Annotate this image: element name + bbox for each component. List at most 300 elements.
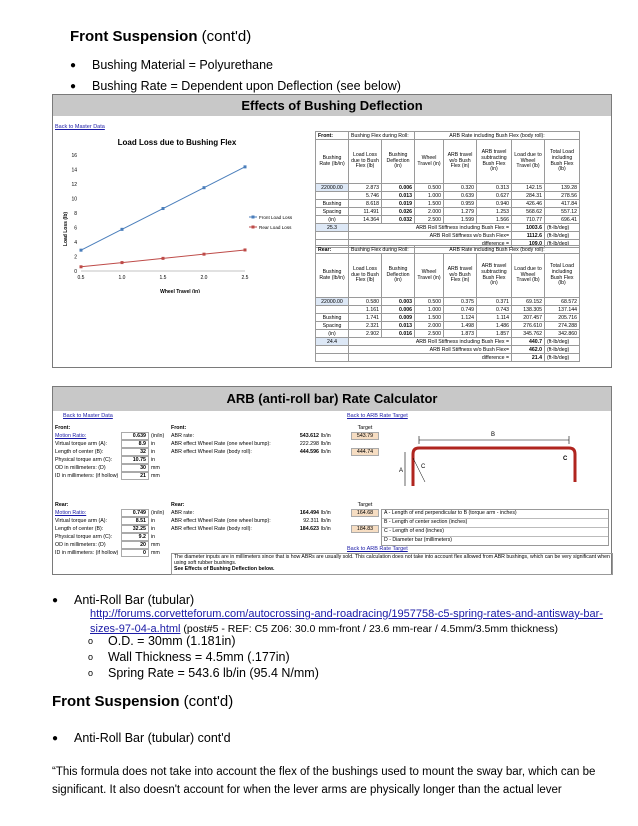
- input-label: Length of center (B):: [55, 449, 104, 455]
- cell: 1.253: [477, 208, 512, 216]
- y-tick-label: 6: [74, 225, 77, 232]
- front-label: Front:: [316, 132, 349, 140]
- motion-ratio-link[interactable]: Motion Ratio:: [55, 510, 87, 516]
- target-row: [351, 517, 379, 525]
- bullet-dot-icon: ●: [70, 80, 77, 92]
- cell: 0.003: [382, 298, 415, 306]
- cell: 284.31: [512, 192, 545, 200]
- forum-url[interactable]: http://forums.corvetteforum.com/autocrossing-and-roadracing/1957758-c5-spring-rates-and-antisway-bar-: [90, 608, 603, 620]
- target-row: [351, 448, 379, 456]
- cell: 417.84: [545, 200, 580, 208]
- side-label: Bushing: [316, 200, 349, 208]
- col-header: Bushing Rate (lb/in): [316, 254, 349, 298]
- result-row: [171, 517, 346, 525]
- sub-item: [88, 634, 235, 648]
- sum-label: ARB Roll Stiffness including Bush Flex =: [349, 338, 512, 346]
- cell: 278.56: [545, 192, 580, 200]
- sum-unit: (ft-lb/deg): [545, 338, 580, 346]
- input-value[interactable]: 21: [121, 472, 149, 480]
- sum-value: 21.4: [512, 354, 545, 362]
- front-spacing[interactable]: 25.3: [316, 224, 349, 232]
- target-label: Target: [357, 425, 373, 431]
- input-value[interactable]: 9.2: [121, 533, 149, 541]
- target-row: [351, 432, 379, 440]
- input-row: [55, 456, 165, 464]
- col-header: ARB travel subtracting Bush Flex (in): [477, 140, 512, 184]
- cell: 1.486: [477, 322, 512, 330]
- front-flex-header: Bushing Flex during Roll:: [349, 132, 415, 140]
- cell: 1.857: [477, 330, 512, 338]
- cell: 68.572: [545, 298, 580, 306]
- sum-unit: (ft-lb/deg): [545, 224, 580, 232]
- cell: 557.12: [545, 208, 580, 216]
- chart-title: Load Loss due to Bushing Flex: [117, 138, 237, 147]
- bullet-item: [52, 593, 194, 607]
- col-header: Load Loss due to Bush Flex (lb): [349, 140, 382, 184]
- legend-label: Rear Load Loss: [259, 225, 292, 230]
- input-label: Virtual torque arm (A):: [55, 518, 108, 524]
- cell: 0.006: [382, 306, 415, 314]
- result-label: ABR rate:: [171, 510, 194, 516]
- input-label: ID in millimeters: (if hollow): [55, 550, 119, 556]
- section-heading-rest: (cont'd): [179, 693, 234, 710]
- bullet-item: [70, 58, 273, 72]
- target-row: [351, 509, 379, 517]
- cell: 142.15: [512, 184, 545, 192]
- result-row: [171, 440, 346, 448]
- cell: 2.000: [415, 208, 444, 216]
- section-heading: [70, 28, 251, 45]
- result-unit: lb/in: [321, 441, 331, 447]
- input-unit: in: [151, 449, 156, 455]
- col-header: Total Load including Bush Flex (lb): [545, 254, 580, 298]
- input-label: Physical torque arm (C):: [55, 534, 113, 540]
- col-header: Bushing Deflection (in): [382, 254, 415, 298]
- side-label: [316, 306, 349, 314]
- result-label: ABR effect Wheel Rate (body roll):: [171, 449, 252, 455]
- anti-roll-bar-shape: [413, 448, 575, 486]
- result-label: ABR effect Wheel Rate (one wheel bump):: [171, 441, 271, 447]
- col-header: ARB travel w/o Bush Flex (in): [444, 140, 477, 184]
- cell: 342.860: [545, 330, 580, 338]
- data-point: [121, 228, 124, 231]
- cell: 1.000: [415, 192, 444, 200]
- cell: 0.009: [382, 314, 415, 322]
- input-value[interactable]: 20: [121, 541, 149, 549]
- data-point: [80, 249, 83, 252]
- cell: 139.28: [545, 184, 580, 192]
- result-label: ABR effect Wheel Rate (body roll):: [171, 526, 252, 532]
- cell: 2.000: [415, 322, 444, 330]
- sum-label: ARB Roll Stiffness w/o Bush Flex=: [349, 232, 512, 240]
- cell: 0.016: [382, 330, 415, 338]
- data-point: [244, 248, 247, 251]
- cell: 2.321: [349, 322, 382, 330]
- section-heading: [52, 693, 233, 710]
- input-value[interactable]: 32.25: [121, 525, 149, 533]
- cell: 1.873: [444, 330, 477, 338]
- label-c: C: [421, 464, 426, 470]
- input-label: OD in millimeters: (D): [55, 542, 106, 548]
- input-value[interactable]: 8.51: [121, 517, 149, 525]
- chart-ylabel: Load Loss (lb): [63, 211, 69, 247]
- y-tick-label: 10: [71, 196, 77, 203]
- back-to-master-link[interactable]: Back to Master Data: [63, 413, 113, 419]
- cell: 1.500: [415, 200, 444, 208]
- side-label: Bushing: [316, 314, 349, 322]
- cell: 138.305: [512, 306, 545, 314]
- col-header: Load due to Wheel Travel (lb): [512, 254, 545, 298]
- bullet-text: Bushing Rate = Dependent upon Deflection (see below): [92, 79, 401, 93]
- dimension-legend: [381, 509, 609, 546]
- bullet-text: Bushing Material = Polyurethane: [92, 58, 274, 72]
- legend-marker: [252, 226, 255, 229]
- front-targets: [351, 424, 379, 456]
- cell: 0.627: [477, 192, 512, 200]
- input-value[interactable]: 32: [121, 448, 149, 456]
- side-label: Spacing: [316, 208, 349, 216]
- y-tick-label: 8: [74, 211, 77, 217]
- x-tick-label: 1.0: [118, 275, 126, 281]
- circle-bullet-icon: o: [88, 668, 94, 678]
- cell: 0.500: [415, 298, 444, 306]
- col-header: ARB travel w/o Bush Flex (in): [444, 254, 477, 298]
- input-row: [55, 448, 165, 456]
- result-unit: lb/in: [321, 433, 331, 439]
- target-row: [351, 525, 379, 533]
- result-value: 543.612: [299, 433, 319, 439]
- bullet-item: [52, 731, 231, 745]
- input-unit: (in/in): [151, 510, 165, 516]
- cell: 0.749: [444, 306, 477, 314]
- input-value[interactable]: 30: [121, 464, 149, 472]
- back-to-arb-target-link[interactable]: Back to ARB Rate Target: [347, 413, 408, 419]
- sum-value: 109.0: [512, 240, 545, 248]
- data-point: [121, 261, 124, 264]
- y-tick-label: 2: [74, 254, 77, 261]
- input-label: ID in millimeters: (if hollow): [55, 473, 119, 479]
- front-arb-header: ARB Rate including Bush Flex (body roll):: [415, 132, 580, 140]
- target-value: 164.68: [351, 509, 379, 517]
- front-results: [171, 424, 346, 456]
- cell: 0.580: [349, 298, 382, 306]
- cell: 1.161: [349, 306, 382, 314]
- circle-bullet-icon: o: [88, 652, 94, 662]
- rear-spacing[interactable]: 24.4: [316, 338, 349, 346]
- sum-value: 440.7: [512, 338, 545, 346]
- data-point: [80, 265, 83, 268]
- input-row: [55, 464, 165, 472]
- front-results-label: Front:: [171, 425, 187, 431]
- cell: 2.500: [415, 330, 444, 338]
- cell: 0.940: [477, 200, 512, 208]
- post-reference: (post#5 - REF: C5 Z06: 30.0 mm-front / 23.6 mm-rear / 4.5mm/3.5mm thickness): [180, 623, 559, 635]
- cell: 0.959: [444, 200, 477, 208]
- input-value[interactable]: 8.9: [121, 440, 149, 448]
- rear-flex-header: Bushing Flex during Roll:: [349, 246, 415, 254]
- quote-paragraph: “This formula does not take into account the flex of the bushings used to mount the sway bar, which can be significant. It also doesn't account for when the lever arms are physically longer than the actual lever: [52, 766, 596, 796]
- rear-results-label: Rear:: [171, 502, 185, 508]
- result-unit: lb/in: [321, 518, 331, 524]
- forum-url-cont[interactable]: sizes-97-04-a.html: [90, 623, 181, 635]
- cell: 69.152: [512, 298, 545, 306]
- target-value: 444.74: [351, 448, 379, 456]
- input-unit: (in/in): [151, 433, 165, 439]
- rear-inputs-label: Rear:: [55, 502, 69, 508]
- cell: 0.026: [382, 208, 415, 216]
- sub-item-text: Spring Rate = 543.6 lb/in (95.4 N/mm): [108, 666, 319, 680]
- calculator-title: ARB (anti-roll bar) Rate Calculator: [53, 387, 611, 411]
- cell: 0.006: [382, 184, 415, 192]
- cell: 0.639: [444, 192, 477, 200]
- input-unit: mm: [151, 542, 160, 548]
- result-value: 92.311: [303, 518, 319, 524]
- input-unit: mm: [151, 550, 160, 556]
- sum-label: ARB Roll Stiffness including Bush Flex =: [349, 224, 512, 232]
- legend-line: C - Length of end (inches): [382, 528, 608, 537]
- cell: 274.288: [545, 322, 580, 330]
- cell: 8.618: [349, 200, 382, 208]
- col-header: Bushing Deflection (in): [382, 140, 415, 184]
- sum-unit: (ft-lb/deg): [545, 232, 580, 240]
- data-point: [203, 253, 206, 256]
- rear-targets: [351, 501, 379, 533]
- result-row: [171, 509, 346, 517]
- input-unit: in: [151, 526, 156, 532]
- side-label: (in): [316, 330, 349, 338]
- section-heading-bold: Front Suspension: [70, 28, 198, 45]
- rear-results: [171, 501, 346, 533]
- input-row: [55, 440, 165, 448]
- input-unit: mm: [151, 465, 160, 471]
- input-row: [55, 517, 165, 525]
- back-to-master-link[interactable]: Back to Master Data: [55, 124, 105, 130]
- cell: 1.114: [477, 314, 512, 322]
- bullet-item: [70, 79, 401, 93]
- cell: 14.364: [349, 216, 382, 224]
- sub-item: [88, 650, 290, 664]
- sum-value: 1112.6: [512, 232, 545, 240]
- cell: 5.746: [349, 192, 382, 200]
- note-bold: See Effects of Bushing Deflection below.: [174, 565, 275, 572]
- cell: 2.873: [349, 184, 382, 192]
- cell: 205.716: [545, 314, 580, 322]
- legend-label: Front Load Loss: [259, 215, 293, 220]
- section-heading-bold: Front Suspension: [52, 693, 180, 710]
- col-header: Load due to Wheel Travel (lb): [512, 140, 545, 184]
- label-b: B: [490, 432, 496, 438]
- input-unit: in: [151, 534, 156, 540]
- sum-value: 462.0: [512, 346, 545, 354]
- input-label: Physical torque arm (C):: [55, 457, 113, 463]
- back-to-arb-target-link[interactable]: Back to ARB Rate Target: [347, 546, 408, 552]
- y-tick-label: 0: [74, 269, 77, 275]
- sum-unit: (ft-lb/deg): [545, 346, 580, 354]
- arb-rate-calculator-sheet: [52, 386, 612, 575]
- front-inputs-label: Front:: [55, 425, 71, 431]
- front-inputs: [55, 424, 165, 480]
- input-label: Length of center (B):: [55, 526, 104, 532]
- cell: 1.498: [444, 322, 477, 330]
- y-tick-label: 12: [71, 182, 77, 188]
- side-label: (in): [316, 216, 349, 224]
- cell: 0.013: [382, 322, 415, 330]
- input-row: [55, 541, 165, 549]
- cell: 0.320: [444, 184, 477, 192]
- result-value: 444.596: [299, 449, 319, 455]
- cell: 426.46: [512, 200, 545, 208]
- col-header: Wheel Travel (in): [415, 254, 444, 298]
- input-row: [55, 533, 165, 541]
- target-row: [351, 440, 379, 448]
- input-row: [55, 472, 165, 480]
- input-value[interactable]: 0: [121, 549, 149, 557]
- sum-label: difference =: [349, 354, 512, 362]
- rear-bushing-rate[interactable]: 22000.00: [316, 298, 349, 306]
- result-unit: lb/in: [321, 510, 331, 516]
- arb-diagram-svg: [383, 424, 605, 500]
- y-tick-label: 14: [71, 167, 77, 174]
- cell: 1.500: [415, 314, 444, 322]
- legend-line: D - Diameter bar (millimeters): [384, 536, 453, 543]
- cell: 0.013: [382, 192, 415, 200]
- bushing-deflection-sheet: [52, 94, 612, 368]
- chart-xlabel: Wheel Travel (in): [160, 289, 200, 293]
- col-header: ARB travel subtracting Bush Flex (in): [477, 254, 512, 298]
- cell: 207.457: [512, 314, 545, 322]
- input-label: Virtual torque arm (A):: [55, 441, 108, 447]
- data-point: [244, 165, 247, 168]
- cell: 137.144: [545, 306, 580, 314]
- col-header: Load Loss due to Bush Flex (lb): [349, 254, 382, 298]
- cell: 0.375: [444, 298, 477, 306]
- side-label: [316, 192, 349, 200]
- cell: 0.743: [477, 306, 512, 314]
- cell: 2.902: [349, 330, 382, 338]
- bullet-dot-icon: ●: [70, 59, 77, 71]
- rear-table: [315, 245, 580, 362]
- y-tick-label: 4: [74, 240, 77, 246]
- front-table: [315, 131, 580, 248]
- result-value: 222.298: [299, 441, 319, 447]
- arb-diagram: [383, 424, 605, 500]
- data-point: [203, 186, 206, 189]
- load-loss-chart-svg: [59, 133, 311, 293]
- cell: 1.000: [415, 306, 444, 314]
- cell: 710.77: [512, 216, 545, 224]
- data-point: [162, 257, 165, 260]
- cell: 276.610: [512, 322, 545, 330]
- cell: 0.032: [382, 216, 415, 224]
- input-row: [55, 432, 165, 440]
- input-row: [55, 509, 165, 517]
- cell: 345.762: [512, 330, 545, 338]
- result-row: [171, 432, 346, 440]
- result-row: [171, 448, 346, 456]
- cell: 696.41: [545, 216, 580, 224]
- result-row: [171, 525, 346, 533]
- data-point: [162, 207, 165, 210]
- cell: 568.62: [512, 208, 545, 216]
- bullet-text: Anti-Roll Bar (tubular): [74, 593, 195, 607]
- rear-flex-table: [315, 245, 580, 362]
- input-value[interactable]: 10.75: [121, 456, 149, 464]
- dimension-c-line: [413, 458, 425, 482]
- input-unit: in: [151, 441, 156, 447]
- cell: 0.371: [477, 298, 512, 306]
- cell: 1.566: [477, 216, 512, 224]
- rear-arb-header: ARB Rate including Bush Flex (body roll):: [415, 246, 580, 254]
- input-label: OD in millimeters: (D): [55, 465, 106, 471]
- result-unit: lb/in: [321, 449, 331, 455]
- legend-marker: [252, 216, 255, 219]
- y-tick-label: 16: [71, 153, 77, 159]
- bullet-dot-icon: ●: [52, 732, 59, 744]
- target-value: 543.79: [351, 432, 379, 440]
- calculator-note: [171, 553, 613, 575]
- reference-link-block: [90, 606, 610, 636]
- col-header: Wheel Travel (in): [415, 140, 444, 184]
- note-text: The diameter inputs are in millimeters since that is how ABRs are usually sold. This calculation does not take into account flex allowed from ABR bushings, which can be very significant when using soft rubber bushings.: [174, 554, 610, 566]
- cell: 1.124: [444, 314, 477, 322]
- cell: 1.599: [444, 216, 477, 224]
- input-value[interactable]: 0.749: [121, 509, 149, 517]
- front-bushing-rate[interactable]: 22000.00: [316, 184, 349, 192]
- input-unit: mm: [151, 473, 160, 479]
- target-label: Target: [357, 502, 373, 508]
- sheet-title: Effects of Bushing Deflection: [53, 95, 611, 116]
- x-tick-label: 1.5: [159, 275, 167, 281]
- sum-unit: (ft-lb/deg): [545, 354, 580, 362]
- bullet-text: Anti-Roll Bar (tubular) cont'd: [74, 731, 231, 745]
- sum-label: difference =: [349, 240, 512, 248]
- motion-ratio-link[interactable]: Motion Ratio:: [55, 433, 87, 439]
- label-c-right: C: [563, 456, 568, 462]
- col-header: Total Load including Bush Flex (lb): [545, 140, 580, 184]
- sub-item: [88, 666, 319, 680]
- cell: 0.500: [415, 184, 444, 192]
- front-flex-table: [315, 131, 580, 248]
- result-label: ABR rate:: [171, 433, 194, 439]
- input-unit: in: [151, 518, 156, 524]
- legend-line: B - Length of center section (inches): [382, 519, 608, 528]
- x-tick-label: 2.5: [241, 275, 249, 281]
- side-label: Spacing: [316, 322, 349, 330]
- input-row: [55, 525, 165, 533]
- x-tick-label: 2.0: [200, 275, 208, 281]
- cell: 11.491: [349, 208, 382, 216]
- circle-bullet-icon: o: [88, 636, 94, 646]
- bullet-dot-icon: ●: [52, 594, 59, 606]
- target-value: 184.83: [351, 525, 379, 533]
- label-a: A: [399, 468, 404, 474]
- sum-unit: (ft-lb/deg): [545, 240, 580, 248]
- cell: 2.500: [415, 216, 444, 224]
- cell: 0.019: [382, 200, 415, 208]
- cell: 1.741: [349, 314, 382, 322]
- load-loss-chart: [59, 133, 311, 293]
- result-unit: lb/in: [321, 526, 331, 532]
- input-row: [55, 549, 165, 557]
- sub-item-text: Wall Thickness = 4.5mm (.177in): [108, 650, 290, 664]
- sub-item-text: O.D. = 30mm (1.181in): [108, 634, 236, 648]
- col-header: Bushing Rate (lb/in): [316, 140, 349, 184]
- rear-inputs: [55, 501, 165, 557]
- legend-line: A - Length of end perpendicular to B (torque arm - inches): [382, 510, 608, 519]
- input-unit: in: [151, 457, 156, 463]
- input-value[interactable]: 0.639: [121, 432, 149, 440]
- rear-label: Rear:: [316, 246, 349, 254]
